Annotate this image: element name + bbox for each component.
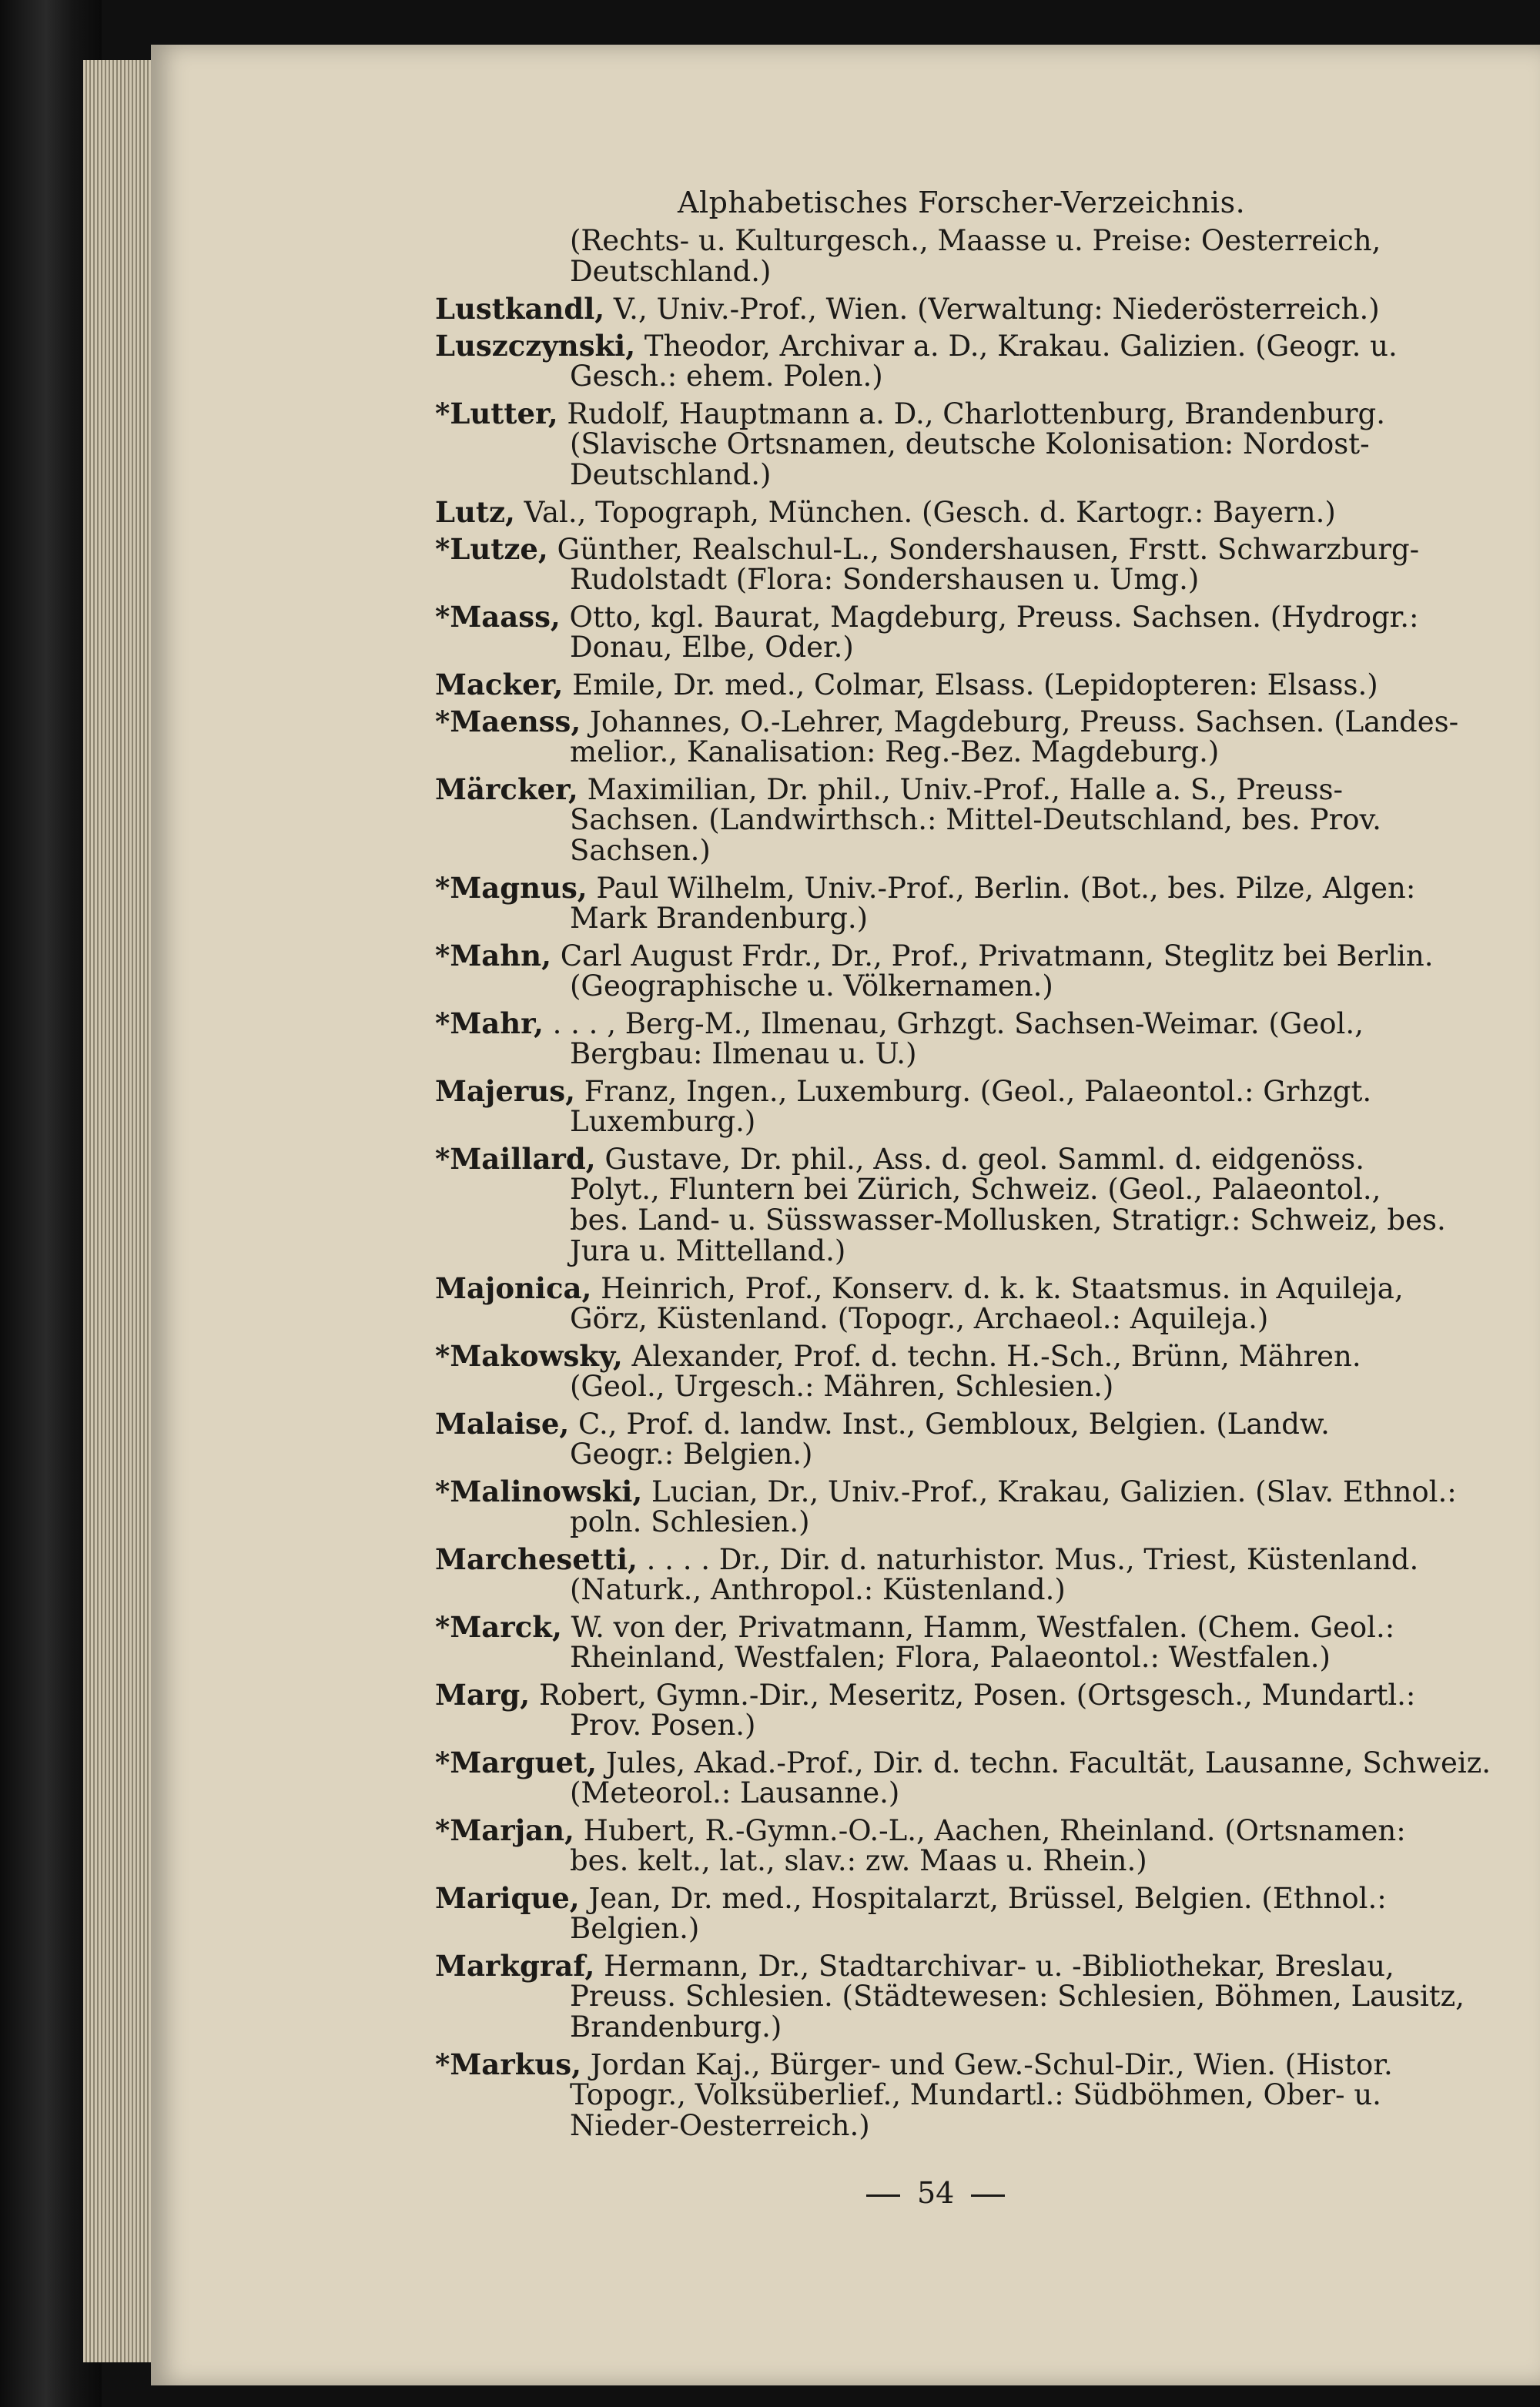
entry-text: melior., Kanalisation: Reg.-Bez. Magdeburg.) xyxy=(570,735,1220,768)
entry-text: Rheinland, Westfalen; Flora, Palaeontol.: Westfalen.) xyxy=(570,1641,1331,1674)
entry-text: Mark Brandenburg.) xyxy=(570,902,869,935)
entry-name: Marchesetti, xyxy=(435,1542,638,1576)
register-entry xyxy=(435,398,1428,490)
entry-text: bes. Land- u. Süsswasser-Mollusken, Stratigr.: Schweiz, bes. xyxy=(570,1204,1446,1237)
register-entry xyxy=(435,330,1428,392)
entry-name: *Malinowski, xyxy=(435,1475,643,1508)
entry-text: Jordan Kaj., Bürger- und Gew.-Schul-Dir., Wien. (Histor. xyxy=(581,2048,1393,2081)
entry-first-line xyxy=(435,1679,1428,1710)
entry-continuation-line xyxy=(435,737,1428,768)
entry-name: *Mahr, xyxy=(435,1006,544,1040)
entry-first-line xyxy=(435,1076,1428,1106)
entry-list xyxy=(435,224,1491,2148)
entry-continuation-line xyxy=(435,256,1428,287)
entry-text: W. von der, Privatmann, Hamm, Westfalen. (Chem. Geol.: xyxy=(561,1611,1395,1644)
entry-name: Markgraf, xyxy=(435,1949,595,1983)
entry-first-line xyxy=(435,1143,1428,1174)
entry-text: Franz, Ingen., Luxemburg. (Geol., Palaeontol.: Grhzgt. xyxy=(574,1075,1372,1108)
page-number: 54 xyxy=(917,2176,955,2210)
register-entry xyxy=(435,705,1459,768)
entry-text: Geogr.: Belgien.) xyxy=(570,1438,813,1471)
entry-first-line xyxy=(435,1815,1428,1846)
register-entry xyxy=(435,1408,1428,1470)
entry-text: Rudolf, Hauptmann a. D., Charlottenburg, Brandenburg. xyxy=(557,397,1385,430)
entry-name: *Maillard, xyxy=(435,1142,596,1176)
entry-continuation-line xyxy=(435,460,1428,490)
entry-first-line xyxy=(435,293,1428,324)
register-entry xyxy=(435,774,1428,866)
entry-first-line xyxy=(435,1950,1428,1981)
entry-first-line xyxy=(435,1475,1457,1508)
entry-continuation-line xyxy=(435,1439,1428,1470)
entry-continuation-line xyxy=(435,1204,1446,1237)
register-entry xyxy=(435,872,1428,934)
entry-text: (Geol., Urgesch.: Mähren, Schlesien.) xyxy=(570,1370,1114,1403)
entry-continuation-line xyxy=(435,1710,1428,1741)
entry-continuation-line xyxy=(435,1575,1428,1605)
page-footer xyxy=(849,2176,1022,2210)
entry-text: . . . , Berg-M., Ilmenau, Grhzgt. Sachsen-Weimar. (Geol., xyxy=(543,1007,1364,1040)
entry-continuation-line xyxy=(435,1304,1428,1334)
entry-name: Majonica, xyxy=(435,1271,592,1305)
entry-first-line xyxy=(435,872,1428,903)
entry-text: Günther, Realschul-L., Sondershausen, Frstt. Schwarzburg- xyxy=(547,533,1420,566)
entry-text: Rudolstadt (Flora: Sondershausen u. Umg.) xyxy=(570,563,1200,596)
entry-text: Preuss. Schlesien. (Städtewesen: Schlesien, Böhmen, Lausitz, xyxy=(570,1980,1465,2013)
entry-name: *Lutter, xyxy=(435,397,558,430)
entry-name: *Marjan, xyxy=(435,1813,574,1847)
entry-continuation-line xyxy=(435,2080,1428,2111)
entry-text: Deutschland.) xyxy=(570,458,772,491)
entry-text: Nieder-Oesterreich.) xyxy=(570,2109,870,2142)
entry-name: *Mahn, xyxy=(435,939,551,973)
entry-first-line xyxy=(435,705,1459,738)
entry-text: (Rechts- u. Kulturgesch., Maasse u. Preise: Oesterreich, xyxy=(570,224,1381,257)
entry-text: Deutschland.) xyxy=(570,255,772,288)
register-entry xyxy=(435,1142,1446,1267)
footer-dash-left xyxy=(866,2194,900,2197)
entry-name: *Maenss, xyxy=(435,705,581,738)
entry-first-line xyxy=(435,774,1428,805)
entry-continuation-line xyxy=(435,564,1428,595)
entry-name: *Markus, xyxy=(435,2047,582,2081)
entry-text: Theodor, Archivar a. D., Krakau. Galizien. (Geogr. u. xyxy=(635,330,1398,363)
register-entry xyxy=(435,1883,1428,1944)
entry-continuation-line xyxy=(435,1236,1428,1267)
entry-name: Lustkandl, xyxy=(435,292,605,326)
entry-text: bes. kelt., lat., slav.: zw. Maas u. Rhein.) xyxy=(570,1844,1147,1877)
entry-first-line xyxy=(435,1341,1428,1371)
entry-continuation-line xyxy=(435,1913,1428,1944)
entry-text: Bergbau: Ilmenau u. U.) xyxy=(570,1037,917,1070)
entry-text: Johannes, O.-Lehrer, Magdeburg, Preuss. Sachsen. (Landes- xyxy=(581,705,1459,738)
entry-text: (Slavische Ortsnamen, deutsche Kolonisation: Nordost- xyxy=(570,427,1370,460)
entry-text: Maximilian, Dr. phil., Univ.-Prof., Halle a. S., Preuss- xyxy=(578,773,1343,806)
entry-first-line xyxy=(435,2049,1428,2080)
entry-text: Sachsen. (Landwirthsch.: Mittel-Deutschland, bes. Prov. xyxy=(570,803,1381,836)
entry-text: Hermann, Dr., Stadtarchivar- u. -Bibliothekar, Breslau, xyxy=(594,1950,1394,1983)
entry-continuation-line xyxy=(435,361,1428,392)
register-entry xyxy=(435,1475,1457,1538)
register-entry xyxy=(435,226,1428,287)
entry-continuation-line xyxy=(435,1846,1428,1876)
entry-name: Lutz, xyxy=(435,495,515,529)
entry-text: Belgien.) xyxy=(570,1912,700,1945)
entry-text: (Meteorol.: Lausanne.) xyxy=(570,1776,900,1809)
entry-text: Paul Wilhelm, Univ.-Prof., Berlin. (Bot., bes. Pilze, Algen: xyxy=(587,872,1416,905)
running-header: Alphabetisches Forscher-Verzeichnis. xyxy=(678,186,1246,219)
entry-text: C., Prof. d. landw. Inst., Gembloux, Belgien. (Landw. xyxy=(569,1408,1330,1441)
entry-text: Luxemburg.) xyxy=(570,1105,756,1138)
register-entry xyxy=(435,1008,1428,1070)
entry-name: *Makowsky, xyxy=(435,1339,623,1373)
entry-text: Alexander, Prof. d. techn. H.-Sch., Brünn, Mähren. xyxy=(622,1340,1361,1373)
register-entry xyxy=(435,1544,1428,1605)
entry-continuation-line xyxy=(435,1106,1428,1137)
entry-text: poln. Schlesien.) xyxy=(570,1505,810,1538)
entry-text: Heinrich, Prof., Konserv. d. k. k. Staatsmus. in Aquileja, xyxy=(591,1272,1404,1305)
entry-continuation-line xyxy=(435,2111,1428,2141)
register-entry xyxy=(435,1746,1491,1809)
register-entry xyxy=(435,1815,1428,1876)
entry-first-line xyxy=(435,226,1428,256)
entry-first-line xyxy=(435,1544,1428,1575)
entry-text: Gesch.: ehem. Polen.) xyxy=(570,360,883,393)
entry-text: Polyt., Fluntern bei Zürich, Schweiz. (Geol., Palaeontol., xyxy=(570,1173,1381,1206)
entry-continuation-line xyxy=(435,1778,1428,1809)
register-entry xyxy=(435,534,1428,595)
entry-name: Malaise, xyxy=(435,1407,570,1441)
entry-first-line xyxy=(435,669,1428,700)
entry-name: *Marck, xyxy=(435,1610,562,1644)
entry-first-line xyxy=(435,497,1428,527)
entry-name: Marg, xyxy=(435,1678,531,1712)
entry-text: Brandenburg.) xyxy=(570,2010,782,2044)
entry-text: Carl August Frdr., Dr., Prof., Privatmann, Steglitz bei Berlin. xyxy=(551,939,1434,973)
register-entry xyxy=(435,1679,1428,1741)
entry-continuation-line xyxy=(435,835,1428,866)
entry-text: Otto, kgl. Baurat, Magdeburg, Preuss. Sachsen. (Hydrogr.: xyxy=(560,601,1419,634)
entry-text: Topogr., Volksüberlief., Mundartl.: Südböhmen, Ober- u. xyxy=(570,2078,1381,2111)
register-entry xyxy=(435,293,1428,324)
entry-continuation-line xyxy=(435,632,1428,663)
entry-continuation-line xyxy=(435,1371,1428,1402)
entry-name: *Marguet, xyxy=(435,1746,598,1779)
entry-first-line xyxy=(435,534,1428,564)
entry-first-line xyxy=(435,601,1428,632)
entry-name: Luszczynski, xyxy=(435,329,636,363)
entry-text: Prov. Posen.) xyxy=(570,1709,756,1742)
entry-text: (Naturk., Anthropol.: Küstenland.) xyxy=(570,1573,1066,1606)
entry-continuation-line xyxy=(435,1980,1465,2013)
register-entry xyxy=(435,601,1428,663)
entry-first-line xyxy=(435,1883,1428,1913)
entry-text: Sachsen.) xyxy=(570,834,711,867)
entry-text: Görz, Küstenland. (Topogr., Archaeol.: Aquileja.) xyxy=(570,1302,1269,1335)
entry-continuation-line xyxy=(435,1174,1428,1205)
entry-text: Emile, Dr. med., Colmar, Elsass. (Lepidopteren: Elsass.) xyxy=(563,668,1378,701)
entry-name: Märcker, xyxy=(435,772,578,806)
register-entry xyxy=(435,497,1428,527)
entry-name: Majerus, xyxy=(435,1074,575,1108)
entry-first-line xyxy=(435,1746,1491,1779)
entry-text: (Geographische u. Völkernamen.) xyxy=(570,969,1053,1003)
entry-text: Jules, Akad.-Prof., Dir. d. techn. Facultät, Lausanne, Schweiz. xyxy=(597,1746,1491,1779)
entry-first-line xyxy=(435,1008,1428,1039)
entry-text: Gustave, Dr. phil., Ass. d. geol. Samml. d. eidgenöss. xyxy=(595,1143,1364,1176)
entry-first-line xyxy=(435,1273,1428,1304)
entry-continuation-line xyxy=(435,971,1428,1002)
entry-continuation-line xyxy=(435,429,1428,460)
entry-text: Val., Topograph, München. (Gesch. d. Kartogr.: Bayern.) xyxy=(514,496,1336,529)
entry-first-line xyxy=(435,1408,1428,1439)
entry-name: Marique, xyxy=(435,1881,580,1915)
register-entry xyxy=(435,1341,1428,1402)
entry-text: V., Univ.-Prof., Wien. (Verwaltung: Niederösterreich.) xyxy=(604,293,1380,326)
register-entry xyxy=(435,2049,1428,2141)
footer-dash-right xyxy=(971,2194,1005,2197)
entry-first-line xyxy=(435,398,1428,429)
entry-continuation-line xyxy=(435,1642,1428,1673)
register-entry xyxy=(435,669,1428,700)
entry-continuation-line xyxy=(435,1039,1428,1070)
entry-continuation-line xyxy=(435,2012,1428,2043)
entry-name: *Lutze, xyxy=(435,532,548,566)
entry-name: *Maass, xyxy=(435,600,561,634)
register-entry xyxy=(435,1273,1428,1334)
entry-text: Jean, Dr. med., Hospitalarzt, Brüssel, Belgien. (Ethnol.: xyxy=(579,1882,1387,1915)
entry-text: Hubert, R.-Gymn.-O.-L., Aachen, Rheinland. (Ortsnamen: xyxy=(574,1814,1406,1847)
entry-name: *Magnus, xyxy=(435,871,588,905)
entry-text: Donau, Elbe, Oder.) xyxy=(570,631,854,664)
register-entry xyxy=(435,1076,1428,1137)
entry-first-line xyxy=(435,1612,1428,1642)
entry-continuation-line xyxy=(435,903,1428,934)
entry-text: Jura u. Mittelland.) xyxy=(570,1234,846,1267)
register-entry xyxy=(435,1612,1428,1673)
entry-continuation-line xyxy=(435,805,1428,835)
entry-first-line xyxy=(435,330,1428,361)
entry-text: Lucian, Dr., Univ.-Prof., Krakau, Galizien. (Slav. Ethnol.: xyxy=(642,1475,1457,1508)
entry-name: Macker, xyxy=(435,668,564,701)
entry-text: Robert, Gymn.-Dir., Meseritz, Posen. (Ortsgesch., Mundartl.: xyxy=(530,1679,1416,1712)
register-entry xyxy=(435,939,1434,1003)
entry-continuation-line xyxy=(435,1507,1428,1538)
entry-first-line xyxy=(435,939,1434,973)
register-entry xyxy=(435,1949,1465,2044)
entry-text: . . . . Dr., Dir. d. naturhistor. Mus., Triest, Küstenland. xyxy=(637,1543,1419,1576)
